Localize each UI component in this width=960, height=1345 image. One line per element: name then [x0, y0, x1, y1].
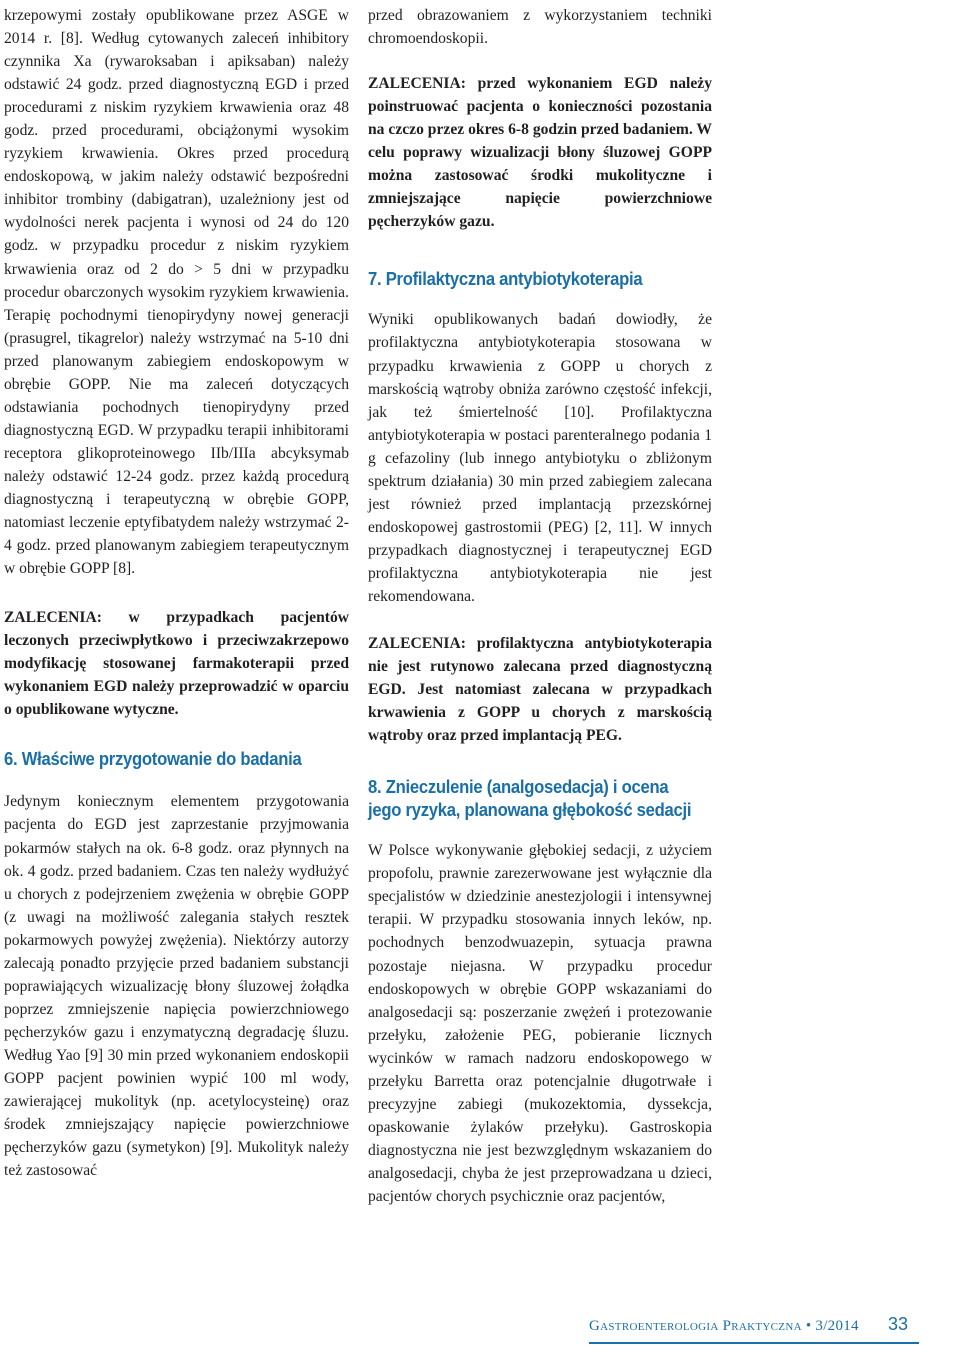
recommendation-box: ZALECENIA: profilaktyczna antybiotykoterapia nie jest rutynowo zalecana przed diagnostyczną EGD. Jest natomiast zalecana w przypadkach krwawienia z GOPP u chorych z marskością wątroby oraz przed implantacją PEG. [368, 635, 712, 745]
recommendation-box: ZALECENIA: przed wykonaniem EGD należy poinstruować pacjenta o konieczności pozostania na czczo przez okres 6-8 godzin przed badaniem. W celu poprawy wizualizacji błony śluzowej GOPP można zastosować środki mukolityczne i zmniejszające napięcie powierzchniowe pęcherzyków gazu. [368, 75, 712, 231]
body-paragraph: krzepowymi zostały opublikowane przez ASGE w 2014 r. [8]. Według cytowanych zaleceń inhibitory czynnika Xa (rywaroksaban i apiksaban) należy odstawić 24 godz. przed diagnostyczną EGD i przed procedurami z niskim ryzykiem krwawienia oraz 48 godz. przed procedurami, obciążonymi wysokim ryzykiem krwawienia. Okres przed procedurą endoskopową, w jakim należy odstawić bezpośredni inhibitor trombiny (dabigatran), uzależniony jest od wydolności nerek pacjenta i wynosi od 24 do 120 godz. w przypadku procedur z niskim ryzykiem krwawienia oraz od 2 do > 5 dni w przypadku procedur obarczonych wysokim ryzykiem krwawienia. Terapię pochodnymi tienopirydyny nowej generacji (prasugrel, tikagrelor) należy wstrzymać na 5-10 dni przed planowanym zabiegiem endoskopowym w obrębie GOPP. Nie ma zaleceń dotyczących odstawiania pochodnych tienopirydyny przed diagnostyczną EGD. W przypadku terapii inhibitorami receptora glikoproteinowego IIb/IIIa abcyksymab należy odstawić 12-24 godz. przez każdą procedurą diagnostyczną i terapeutyczną w obrębie GOPP, natomiast leczenie eptyfibatydem należy wstrzymać 2-4 godz. przed planowanym zabiegiem terapeutycznym w obrębie GOPP [8]. [4, 7, 349, 578]
section-heading-7: 7. Profilaktyczna antybiotykoterapia [368, 268, 643, 290]
journal-title: Gastroenterologia Praktyczna [589, 1318, 802, 1334]
body-paragraph: przed obrazowaniem z wykorzystaniem techniki chromoendoskopii. [368, 7, 712, 48]
body-paragraph: Wyniki opublikowanych badań dowiodły, że profilaktyczna antybiotykoterapia stosowana w przypadku krwawienia z GOPP u chorych z marskością wątroby obniża zarówno częstość infekcji, jak też śmiertelność [10]. Profilaktyczna antybiotykoterapia w postaci parenteralnego podania 1 g cefazoliny (lub innego antybiotyku o zbliżonym spektrum działania) 30 min przed zabiegiem zalecana jest również przed implantacją przezskórnej endoskopowej gastrostomii (PEG) [2, 11]. W innych przypadkach diagnostycznej i terapeutycznej EGD profilaktyczna antybiotykoterapia nie jest rekomendowana. [368, 311, 712, 605]
section-heading-6: 6. Właściwe przygotowanie do badania [4, 748, 302, 770]
recommendation-box: ZALECENIA: w przypadkach pacjentów leczonych przeciwpłytkowo i przeciwzakrzepowo modyfikację stosowanej farmakoterapii przed wykonaniem EGD należy przeprowadzić w oparciu o opublikowane wytyczne. [4, 609, 349, 719]
left-column [4, 4, 349, 1182]
page-number: 33 [888, 1314, 909, 1334]
journal-issue: 3/2014 [815, 1318, 859, 1334]
section-heading-8-line1: 8. Znieczulenie (analgosedacja) i ocena [368, 776, 669, 798]
page-footer [589, 1312, 919, 1344]
footer-separator: • [805, 1318, 812, 1334]
body-paragraph: W Polsce wykonywanie głębokiej sedacji, z użyciem propofolu, prawnie zarezerwowane jest wyłącznie dla specjalistów w dziedzinie anestezjologii i intensywnej terapii. W przypadku stosowania innych leków, np. pochodnych benzodwuazepin, sytuacja prawna pozostaje niejasna. W przypadku procedur endoskopowych w obrębie GOPP wskazaniami do analgosedacji są: poszerzanie zwężeń i protezowanie przełyku, założenie PEG, pobieranie licznych wycinków w ramach nadzoru endoskopowego w przełyku Barretta oraz potencjalnie długotrwałe i precyzyjne zabiegi (mukozektomia, dyssekcja, opaskowanie żylaków przełyku). Gastroskopia diagnostyczna nie jest bezwzględnym wskazaniem do analgosedacji, chyba że jest przeprowadzana u dzieci, pacjentów chorych psychicznie oraz pacjentów, [368, 842, 712, 1205]
journal-name [589, 1318, 859, 1335]
section-heading-8-line2: jego ryzyka, planowana głębokość sedacji [368, 799, 692, 821]
body-paragraph: Jedynym koniecznym elementem przygotowania pacjenta do EGD jest zaprzestanie przyjmowania pokarmów stałych na ok. 6-8 godz. oraz płynnych na ok. 4 godz. przed badaniem. Czas ten należy wydłużyć u chorych z podejrzeniem zwężenia w obrębie GOPP (z uwagi na możliwość zalegania stałych resztek pokarmowych powyżej zwężenia). Niektórzy autorzy zalecają ponadto przyjęcie przed badaniem substancji poprawiających wizualizację błony śluzowej żołądka poprzez zmniejszenie napięcia powierzchniowego pęcherzyków gazu i enzymatyczną degradację śluzu. Według Yao [9] 30 min przed wykonaniem endoskopii GOPP pacjent powinien wypić 100 ml wody, zawierającej mukolityk (np. acetylocysteinę) oraz środek zmniejszający napięcie powierzchniowe pęcherzyków gazu (symetykon) [9]. Mukolityk należy też zastosować [4, 793, 349, 1180]
section-heading-8 [368, 775, 712, 821]
right-column [368, 4, 712, 1208]
